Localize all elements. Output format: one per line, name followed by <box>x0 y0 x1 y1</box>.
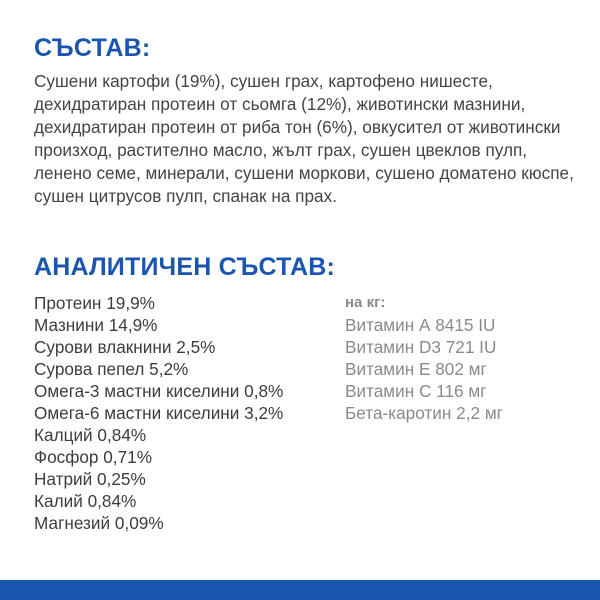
bottom-band <box>0 580 600 600</box>
vitamin-item: Витамин С 116 мг <box>345 381 487 401</box>
analytical-item: Омега-3 мастни киселини 0,8% <box>34 381 284 401</box>
vitamin-item: Бета-каротин 2,2 мг <box>345 403 503 423</box>
per-kg-heading: на кг: <box>345 294 386 311</box>
analytical-item: Калций 0,84% <box>34 425 147 445</box>
composition-text: Сушени картофи (19%), сушен грах, картофено нишесте, дехидратиран протеин от сьомга (12%), животински мазнини, дехидратиран протеин от риба тон (6%), овкусител от животински произход, растително масло, жълт грах, сушен цвеклов пулп, ленено семе, минерали, сушени моркови, сушено доматено кюспе, сушен цитрусов пулп, спанак на прах. <box>34 71 574 206</box>
analytical-item: Калий 0,84% <box>34 491 137 511</box>
vitamin-item: Витамин Е 802 мг <box>345 359 487 379</box>
analytical-left-list <box>34 292 283 534</box>
analytical-heading: АНАЛИТИЧЕН СЪСТАВ: <box>34 253 336 281</box>
analytical-item: Магнезий 0,09% <box>34 513 164 533</box>
vitamin-item: Витамин D3 721 IU <box>345 337 497 357</box>
analytical-right-list <box>345 292 503 424</box>
vitamin-item: Витамин А 8415 IU <box>345 315 496 335</box>
analytical-item: Омега-6 мастни киселини 3,2% <box>34 403 284 423</box>
analytical-item: Натрий 0,25% <box>34 469 146 489</box>
analytical-item: Сурова пепел 5,2% <box>34 359 189 379</box>
composition-heading: СЪСТАВ: <box>34 34 151 62</box>
analytical-item: Протеин 19,9% <box>34 293 155 313</box>
analytical-item: Мазнини 14,9% <box>34 315 158 335</box>
analytical-item: Сурови влакнини 2,5% <box>34 337 216 357</box>
analytical-item: Фосфор 0,71% <box>34 447 152 467</box>
